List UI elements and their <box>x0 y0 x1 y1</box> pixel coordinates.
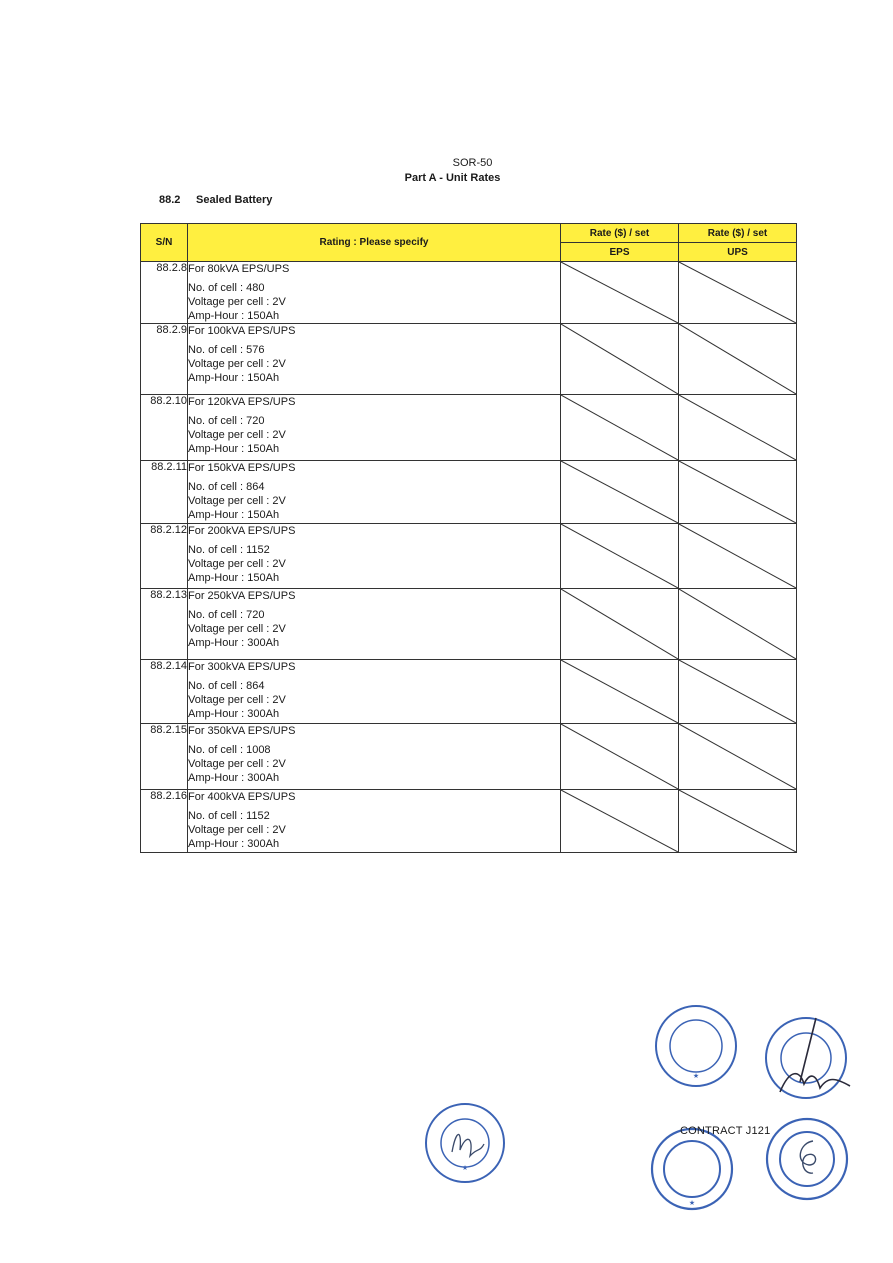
table-row <box>141 790 797 853</box>
row-voltage: Voltage per cell : 2V <box>188 429 286 441</box>
section-heading <box>159 194 272 206</box>
row-rating <box>188 524 561 589</box>
row-rate-eps-cell <box>561 790 679 853</box>
svg-text:★: ★ <box>688 1199 696 1207</box>
row-rating <box>188 660 561 724</box>
row-rate-ups-cell <box>679 589 797 660</box>
row-rating <box>188 724 561 790</box>
header-rating: Rating : Please specify <box>188 224 561 262</box>
row-amp-hour: Amp-Hour : 300Ah <box>188 838 280 850</box>
row-rating <box>188 790 561 853</box>
row-rate-ups-cell <box>679 262 797 324</box>
table-row <box>141 524 797 589</box>
row-sn: 88.2.13 <box>141 589 188 660</box>
bnl-stamp-top-right <box>760 1012 856 1108</box>
row-rate-ups-cell <box>679 724 797 790</box>
row-sn: 88.2.8 <box>141 262 188 324</box>
row-amp-hour: Amp-Hour : 150Ah <box>188 310 280 322</box>
row-amp-hour: Amp-Hour : 300Ah <box>188 708 280 720</box>
table-row <box>141 395 797 461</box>
row-voltage: Voltage per cell : 2V <box>188 558 286 570</box>
table-row <box>141 262 797 324</box>
row-title: For 250kVA EPS/UPS <box>188 590 296 602</box>
row-voltage: Voltage per cell : 2V <box>188 296 286 308</box>
table-row <box>141 589 797 660</box>
row-cell-count: No. of cell : 1152 <box>188 810 270 822</box>
row-rate-eps-cell <box>561 660 679 724</box>
row-rate-ups-cell <box>679 395 797 461</box>
row-rate-eps-cell <box>561 324 679 395</box>
row-title: For 200kVA EPS/UPS <box>188 525 296 537</box>
row-amp-hour: Amp-Hour : 150Ah <box>188 572 280 584</box>
row-amp-hour: Amp-Hour : 150Ah <box>188 509 280 521</box>
section-number: 88.2 <box>159 194 181 206</box>
row-cell-count: No. of cell : 576 <box>188 344 265 356</box>
row-sn: 88.2.10 <box>141 395 188 461</box>
header-rate-ups: Rate ($) / set <box>679 224 797 243</box>
row-rate-eps-cell <box>561 724 679 790</box>
lotte-stamp-left <box>648 1125 736 1213</box>
row-title: For 150kVA EPS/UPS <box>188 462 296 474</box>
row-rate-ups-cell <box>679 790 797 853</box>
row-rate-eps-cell <box>561 589 679 660</box>
row-cell-count: No. of cell : 864 <box>188 481 265 493</box>
section-title: Sealed Battery <box>196 194 273 206</box>
row-voltage: Voltage per cell : 2V <box>188 758 286 770</box>
row-rate-ups-cell <box>679 660 797 724</box>
row-rate-ups-cell <box>679 524 797 589</box>
row-cell-count: No. of cell : 1152 <box>188 544 270 556</box>
row-title: For 400kVA EPS/UPS <box>188 791 296 803</box>
bnl-stamp-bottom-center <box>422 1100 508 1186</box>
row-title: For 350kVA EPS/UPS <box>188 725 296 737</box>
row-title: For 100kVA EPS/UPS <box>188 325 296 337</box>
row-cell-count: No. of cell : 864 <box>188 680 265 692</box>
table-row <box>141 461 797 524</box>
row-cell-count: No. of cell : 720 <box>188 609 265 621</box>
row-rating <box>188 324 561 395</box>
header-rate-eps: Rate ($) / set <box>561 224 679 243</box>
row-rate-ups-cell <box>679 461 797 524</box>
row-voltage: Voltage per cell : 2V <box>188 623 286 635</box>
row-cell-count: No. of cell : 480 <box>188 282 265 294</box>
document-part-title: Part A - Unit Rates <box>404 172 501 184</box>
svg-text:★: ★ <box>692 1072 700 1080</box>
row-rate-ups-cell <box>679 324 797 395</box>
header-ups: UPS <box>679 243 797 262</box>
bnl-stamp-top-left <box>652 1002 740 1090</box>
row-voltage: Voltage per cell : 2V <box>188 358 286 370</box>
row-title: For 120kVA EPS/UPS <box>188 396 296 408</box>
row-rate-eps-cell <box>561 524 679 589</box>
header-sn: S/N <box>141 224 188 262</box>
document-code: SOR-50 <box>452 157 493 169</box>
row-sn: 88.2.15 <box>141 724 188 790</box>
table-row <box>141 324 797 395</box>
row-amp-hour: Amp-Hour : 150Ah <box>188 443 280 455</box>
svg-text:★: ★ <box>461 1164 469 1172</box>
row-amp-hour: Amp-Hour : 300Ah <box>188 637 280 649</box>
row-title: For 300kVA EPS/UPS <box>188 661 296 673</box>
row-rating <box>188 589 561 660</box>
table-row <box>141 724 797 790</box>
row-rating <box>188 461 561 524</box>
row-rate-eps-cell <box>561 262 679 324</box>
row-voltage: Voltage per cell : 2V <box>188 694 286 706</box>
row-cell-count: No. of cell : 720 <box>188 415 265 427</box>
row-sn: 88.2.14 <box>141 660 188 724</box>
row-sn: 88.2.12 <box>141 524 188 589</box>
row-voltage: Voltage per cell : 2V <box>188 824 286 836</box>
row-rate-eps-cell <box>561 395 679 461</box>
row-amp-hour: Amp-Hour : 150Ah <box>188 372 280 384</box>
row-title: For 80kVA EPS/UPS <box>188 263 290 275</box>
table-row <box>141 660 797 724</box>
unit-rates-table <box>140 223 797 853</box>
contract-reference: CONTRACT J121 <box>680 1125 771 1137</box>
row-rating <box>188 262 561 324</box>
row-rating <box>188 395 561 461</box>
header-eps: EPS <box>561 243 679 262</box>
row-cell-count: No. of cell : 1008 <box>188 744 271 756</box>
row-sn: 88.2.16 <box>141 790 188 853</box>
row-sn: 88.2.9 <box>141 324 188 395</box>
row-amp-hour: Amp-Hour : 300Ah <box>188 772 280 784</box>
row-rate-eps-cell <box>561 461 679 524</box>
row-voltage: Voltage per cell : 2V <box>188 495 286 507</box>
lotte-stamp-right <box>763 1115 853 1205</box>
row-sn: 88.2.11 <box>141 461 188 524</box>
